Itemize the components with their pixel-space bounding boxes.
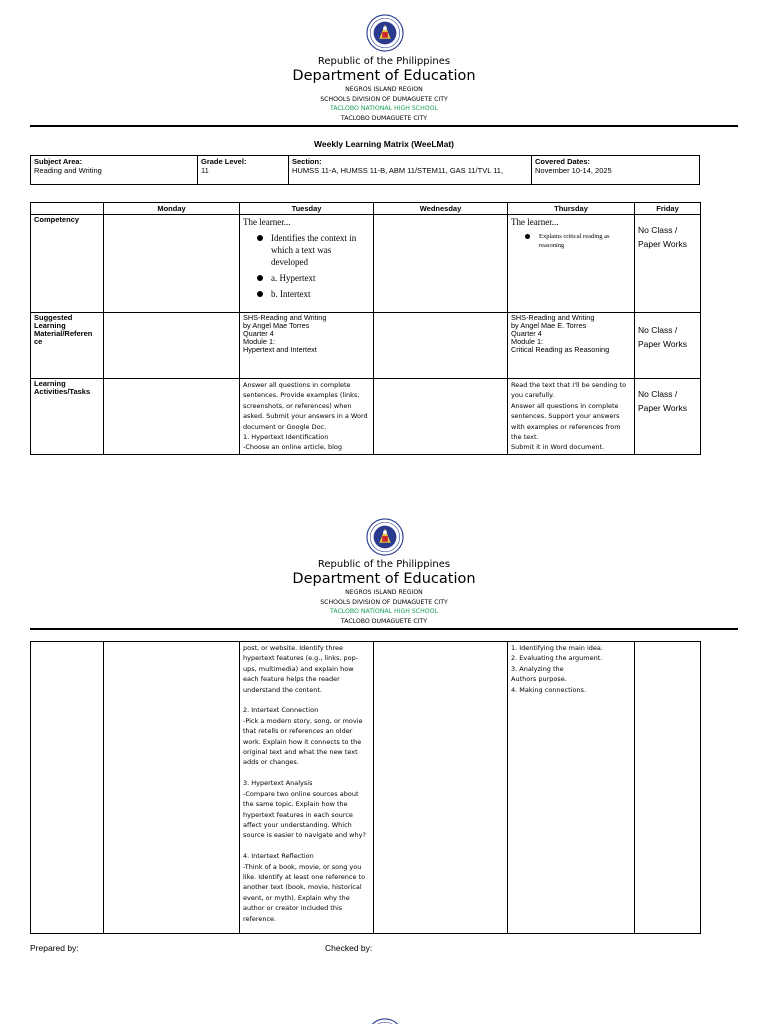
grade-cell: Grade Level: 11 [198, 156, 289, 185]
thursday-competency: The learner... Explains critical reading as reasoning [508, 215, 635, 313]
school-line: TACLOBO NATIONAL HIGH SCHOOL [330, 608, 438, 616]
friday-cell [635, 642, 701, 934]
department-title: Department of Education [292, 68, 476, 84]
wednesday-cell [374, 379, 508, 455]
day-header: Monday [104, 203, 240, 215]
wednesday-cell [374, 215, 508, 313]
friday-cell: No Class / Paper Works [635, 379, 701, 455]
row-label: Suggested Learning Material/Referen ce [31, 313, 104, 379]
wednesday-cell [374, 313, 508, 379]
school-line: TACLOBO NATIONAL HIGH SCHOOL [330, 105, 438, 113]
division-line: SCHOOLS DIVISION OF DUMAGUETE CITY [320, 95, 448, 103]
prepared-by-label: Prepared by: [30, 943, 79, 953]
row-label: Competency [31, 215, 104, 313]
thursday-activities: Read the text that I'll be sending to you carefully. Answer all questions in complete sentences. Support your answers with examples or references from the text. Submit it in Word document. [508, 379, 635, 455]
header-divider [30, 628, 738, 630]
republic-line: Republic of the Philippines [317, 559, 451, 570]
department-title: Department of Education [292, 571, 476, 587]
dates-cell: Covered Dates: November 10-14, 2025 [532, 156, 700, 185]
learning-matrix-continued [30, 641, 701, 934]
region-line: NEGROS ISLAND REGION [345, 86, 423, 93]
monday-cell [104, 642, 240, 934]
competency-row [31, 215, 701, 313]
address-line: TACLOBO DUMAGUETE CITY [340, 114, 428, 122]
materials-row [31, 313, 701, 379]
monday-cell [104, 215, 240, 313]
wednesday-cell [374, 642, 508, 934]
tuesday-competency: The learner... Identifies the context in which a text was developed a. Hypertext b. Intertext [240, 215, 374, 313]
letterhead [0, 56, 768, 123]
deped-seal-icon [366, 518, 404, 556]
corner-cell [31, 203, 104, 215]
checked-by-label: Checked by: [325, 943, 373, 953]
thursday-activities-continued: 1. Identifying the main idea. 2. Evaluating the argument. 3. Analyzing the Authors purpose. 4. Making connections. [508, 642, 635, 934]
header-divider [30, 125, 738, 127]
info-table [30, 155, 700, 185]
friday-cell: No Class / Paper Works [635, 313, 701, 379]
monday-cell [104, 379, 240, 455]
section-cell: Section: HUMSS 11-A, HUMSS 11-B, ABM 11/STEM11, GAS 11/TVL 11, [289, 156, 532, 185]
bullet-item: Explains critical reading as reasoning [525, 232, 631, 250]
republic-line: Republic of the Philippines [317, 56, 451, 67]
page-title: Weekly Learning Matrix (WeeLMat) [314, 139, 454, 149]
bullet-item: b. Intertext [257, 288, 370, 300]
monday-cell [104, 313, 240, 379]
row-label [31, 642, 104, 934]
row-label: Learning Activities/Tasks [31, 379, 104, 455]
day-header: Friday [635, 203, 701, 215]
friday-cell: No Class / Paper Works [635, 215, 701, 313]
day-header: Thursday [508, 203, 635, 215]
continued-row [31, 642, 701, 934]
bullet-item: a. Hypertext [257, 272, 370, 284]
tuesday-activities: Answer all questions in complete sentences. Provide examples (links, screenshots, or references) when asked. Submit your answers in a Word document or Google Doc. 1. Hypertext Identification -Choose an online article, blog [240, 379, 374, 455]
deped-seal-icon [366, 14, 404, 52]
subject-cell: Subject Area: Reading and Writing [31, 156, 198, 185]
day-header: Tuesday [240, 203, 374, 215]
bullet-item: Identifies the context in which a text was developed [257, 232, 370, 268]
tuesday-materials: SHS-Reading and Writing by Angel Mae Torres Quarter 4 Module 1: Hypertext and Intertext [240, 313, 374, 379]
letterhead [0, 559, 768, 626]
address-line: TACLOBO DUMAGUETE CITY [340, 617, 428, 625]
region-line: NEGROS ISLAND REGION [345, 589, 423, 596]
division-line: SCHOOLS DIVISION OF DUMAGUETE CITY [320, 598, 448, 606]
day-header: Wednesday [374, 203, 508, 215]
activities-row [31, 379, 701, 455]
deped-seal-icon [366, 1018, 404, 1024]
day-header-row [31, 203, 701, 215]
tuesday-activities-continued: post, or website. Identify three hypertext features (e.g., links, pop-ups, multimedia) and explain how each feature helps the reader understand the content. 2. Intertext Connection -Pick a modern story, song, or movie that retells or references an older work. Explain how it connects to the original text and what the new text adds or changes. 3. Hypertext Analysis -Compare two online sources about the same topic. Explain how the hypertext features in each source affect your understanding. Which source is easier to navigate and why? 4. Intertext Reflection -Think of a book, movie, or song you like. Identify at least one reference to another text (book, movie, historical event, or myth). Explain why the author or creator included this reference. [240, 642, 374, 934]
thursday-materials: SHS-Reading and Writing by Angel Mae E. Torres Quarter 4 Module 1: Critical Reading as Reasoning [508, 313, 635, 379]
learning-matrix [30, 202, 701, 455]
